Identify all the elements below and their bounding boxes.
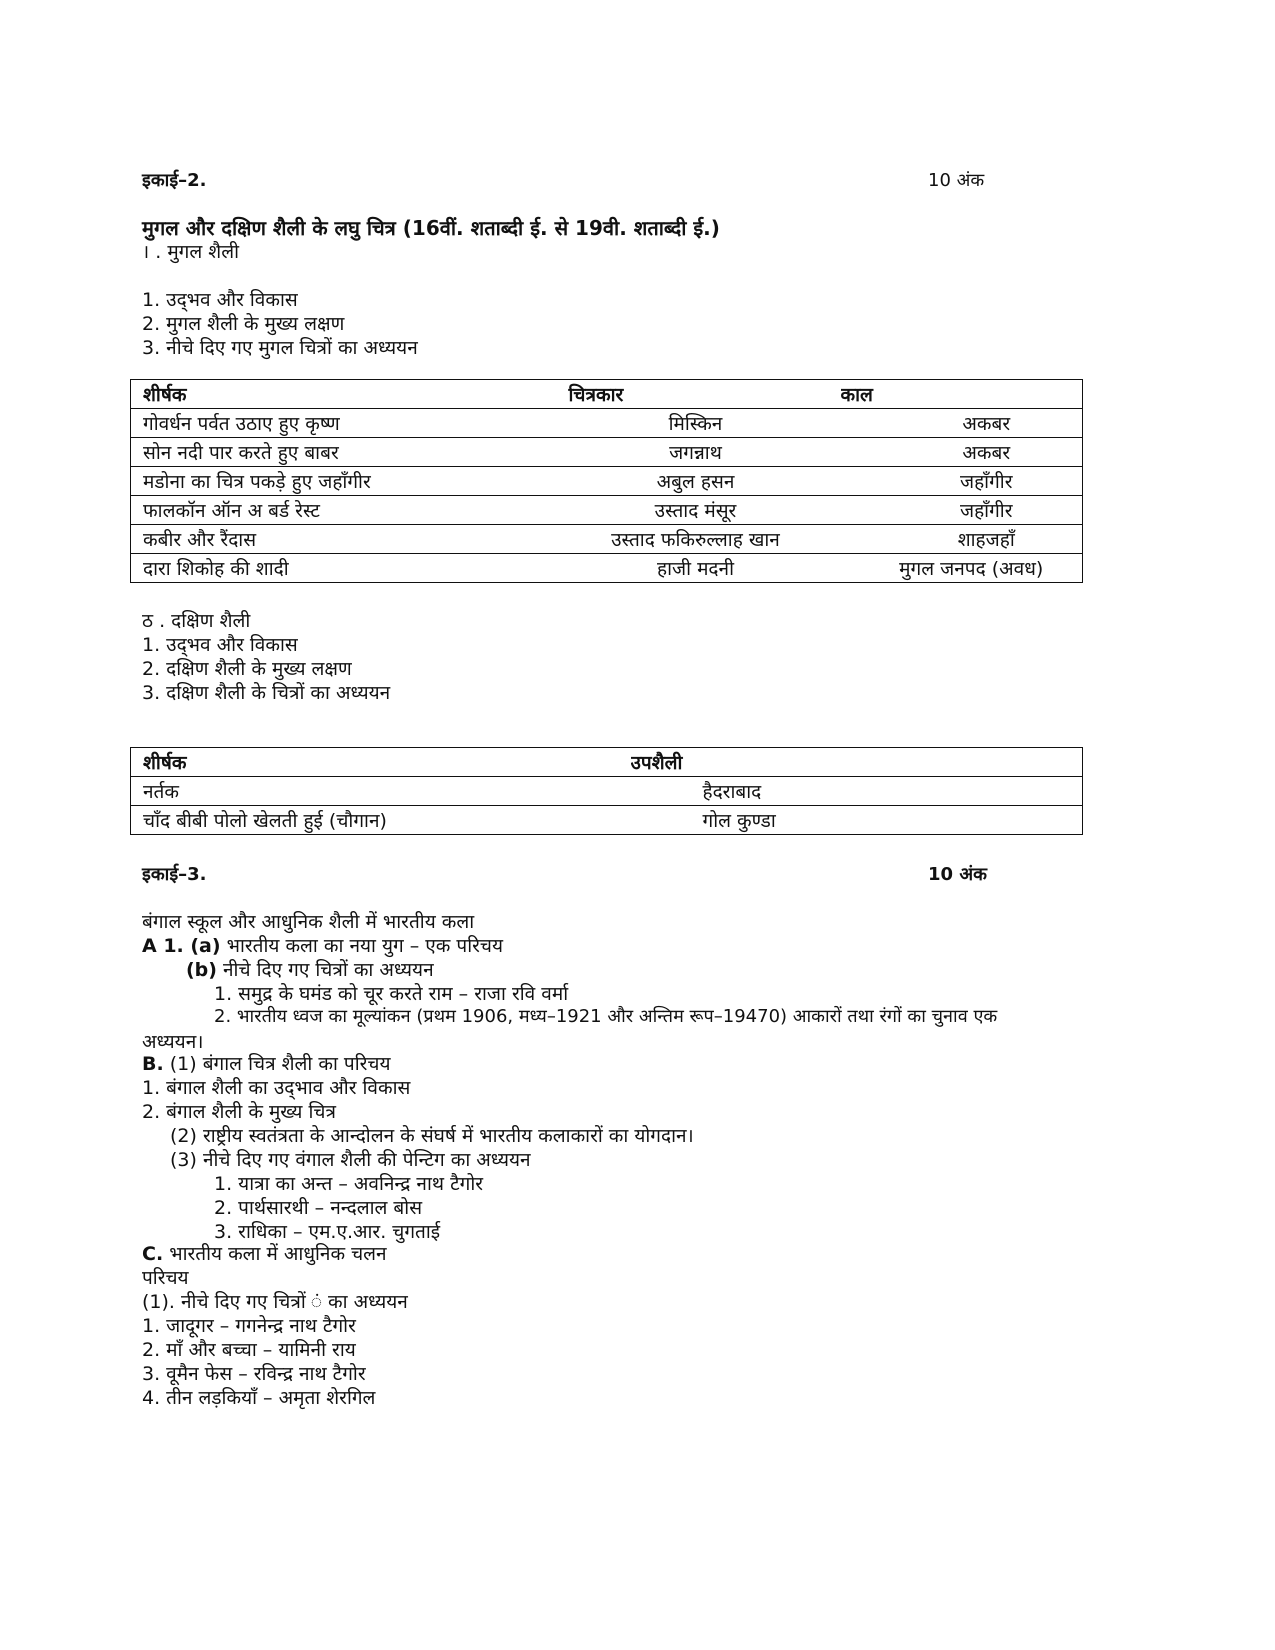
cell-substyle: गोल कुण्डा <box>631 806 1083 835</box>
list-item: 3. नीचे दिए गए मुगल चित्रों का अध्ययन <box>142 337 418 359</box>
list-item: 2. पार्थसारथी – नन्दलाल बोस <box>214 1197 423 1219</box>
column-header-painter: चित्रकार <box>551 380 841 409</box>
list-item: 1. जादूगर – गगनेन्द्र नाथ टैगोर <box>142 1315 356 1337</box>
cell-title: नर्तक <box>131 777 631 806</box>
cell-title: फालकॉन ऑन अ बर्ड रेस्ट <box>131 496 551 525</box>
unit2-marks: 10 अंक <box>928 170 985 191</box>
table-row <box>131 467 1083 496</box>
column-header-period: काल <box>841 380 1083 409</box>
list-item: अध्ययन। <box>142 1031 204 1053</box>
list-item: (3) नीचे दिए गए वंगाल शैली की पेन्टिग का अध्ययन <box>170 1149 531 1171</box>
table-header-row <box>131 748 1083 777</box>
list-item: 2. बंगाल शैली के मुख्य चित्र <box>142 1101 336 1123</box>
cell-period: शाहजहाँ <box>841 525 1083 554</box>
list-item: 2. भारतीय ध्वज का मूल्यांकन (प्रथम 1906, मध्य–1921 और अन्तिम रूप–19470) आकारों तथा रंगों का चुनाव एक <box>214 1006 998 1027</box>
line-prefix: B. <box>142 1053 164 1075</box>
list-item: 1. समुद्र के घमंड को चूर करते राम – राजा रवि वर्मा <box>214 983 569 1005</box>
cell-title: दारा शिकोह की शादी <box>131 554 551 583</box>
cell-painter: अबुल हसन <box>551 467 841 496</box>
table-row <box>131 496 1083 525</box>
unit3-label: इकाई–3. <box>142 864 207 885</box>
list-item: 3. राधिका – एम.ए.आर. चुगताई <box>214 1221 441 1243</box>
line-text: भारतीय कला का नया युग – एक परिचय <box>220 935 503 957</box>
line-text: नीचे दिए गए चित्रों का अध्ययन <box>216 959 434 981</box>
column-header-substyle: उपशैली <box>631 748 1083 777</box>
line-text: भारतीय कला में आधुनिक चलन <box>163 1243 387 1265</box>
cell-period: अकबर <box>841 438 1083 467</box>
cell-title: गोवर्धन पर्वत उठाए हुए कृष्ण <box>131 409 551 438</box>
unit3-marks: 10 अंक <box>928 864 987 885</box>
unit2-title: मुगल और दक्षिण शैली के लघु चित्र (16वीं. शताब्दी ई. से 19वी. शताब्दी ई.) <box>142 216 720 240</box>
unit3-intro: बंगाल स्कूल और आधुनिक शैली में भारतीय कला <box>142 911 475 933</box>
list-item: 1. बंगाल शैली का उद्‌भाव और विकास <box>142 1077 411 1099</box>
list-item: 2. मुगल शैली के मुख्य लक्षण <box>142 313 345 335</box>
cell-substyle: हैदराबाद <box>631 777 1083 806</box>
deccan-paintings-table <box>130 747 1083 835</box>
column-header-title: शीर्षक <box>131 748 631 777</box>
unit3-line-b-section <box>142 1050 390 1076</box>
cell-painter: जगन्नाथ <box>551 438 841 467</box>
table-row <box>131 438 1083 467</box>
table-row <box>131 409 1083 438</box>
list-item: 1. उद्‌भव और विकास <box>142 289 298 311</box>
table-header-row <box>131 380 1083 409</box>
unit3-line-a1 <box>142 932 503 958</box>
table-row <box>131 806 1083 835</box>
list-item: 3. वूमैन फेस – रविन्द्र नाथ टैगोर <box>142 1363 366 1385</box>
cell-painter: उस्ताद मंसूर <box>551 496 841 525</box>
list-item: 2. दक्षिण शैली के मुख्य लक्षण <box>142 658 352 680</box>
list-item: (2) राष्ट्रीय स्वतंत्रता के आन्दोलन के संघर्ष में भारतीय कलाकारों का योगदान। <box>170 1125 694 1147</box>
table-row <box>131 777 1083 806</box>
table-row <box>131 554 1083 583</box>
list-item: परिचय <box>142 1267 189 1289</box>
unit3-line-c-section <box>142 1240 387 1266</box>
table-row <box>131 525 1083 554</box>
cell-painter: उस्ताद फकिरुल्लाह खान <box>551 525 841 554</box>
cell-period: अकबर <box>841 409 1083 438</box>
line-prefix: (b) <box>186 959 217 981</box>
section-b-heading: ठ . दक्षिण शैली <box>142 610 251 632</box>
section-a-heading: । . मुगल शैली <box>142 241 240 263</box>
cell-title: कबीर और रैंदास <box>131 525 551 554</box>
cell-painter: मिस्किन <box>551 409 841 438</box>
cell-period: जहाँगीर <box>841 496 1083 525</box>
line-prefix: C. <box>142 1243 164 1265</box>
list-item: 3. दक्षिण शैली के चित्रों का अध्ययन <box>142 682 391 704</box>
mughal-paintings-table <box>130 379 1083 583</box>
list-item: (1). नीचे दिए गए चित्रों ं का अध्ययन <box>142 1291 408 1313</box>
cell-title: सोन नदी पार करते हुए बाबर <box>131 438 551 467</box>
cell-period: जहाँगीर <box>841 467 1083 496</box>
cell-title: चाँद बीबी पोलो खेलती हुई (चौगान) <box>131 806 631 835</box>
list-item: 1. यात्रा का अन्त – अवनिन्द्र नाथ टैगोर <box>214 1173 484 1195</box>
list-item: 2. माँ और बच्चा – यामिनी राय <box>142 1339 356 1361</box>
cell-painter: हाजी मदनी <box>551 554 841 583</box>
column-header-title: शीर्षक <box>131 380 551 409</box>
line-text: (1) बंगाल चित्र शैली का परिचय <box>163 1053 391 1075</box>
list-item: 1. उद्‌भव और विकास <box>142 634 298 656</box>
cell-period: मुगल जनपद (अवध) <box>841 554 1083 583</box>
cell-title: मडोना का चित्र पकड़े हुए जहाँगीर <box>131 467 551 496</box>
line-prefix: A 1. (a) <box>142 935 221 957</box>
list-item: 4. तीन लड़कियाँ – अमृता शेरगिल <box>142 1387 376 1409</box>
unit3-line-b <box>186 956 434 982</box>
unit2-label: इकाई–2. <box>142 170 207 191</box>
